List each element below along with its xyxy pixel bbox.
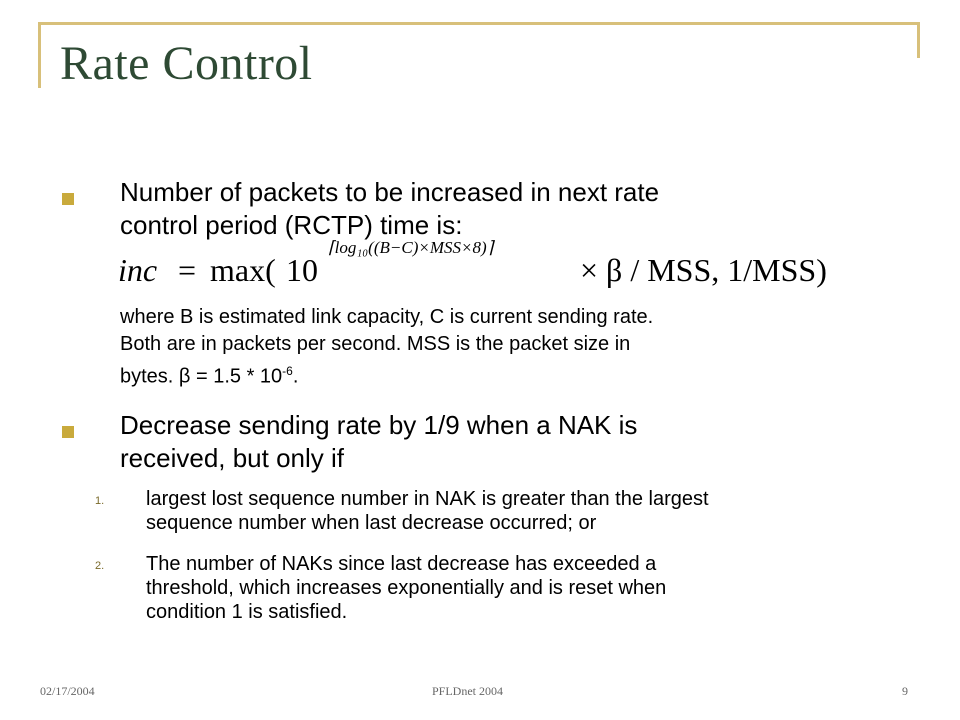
bullet-square-1 (62, 193, 74, 205)
item-1-line2: sequence number when last decrease occurred; or (146, 512, 597, 534)
desc-line1: where B is estimated link capacity, C is current sending rate. (120, 306, 654, 328)
footer-page-number: 9 (902, 684, 908, 698)
formula-exponent: ⌈log₁₀((B−C)×MSS×8)⌉ (328, 238, 494, 257)
item-number: 2. (95, 560, 105, 572)
formula-ten: 10 (286, 252, 318, 288)
bullet2-line2: received, but only if (120, 443, 345, 473)
formula-lhs: inc (118, 252, 158, 288)
item-2-line3: condition 1 is satisfied. (146, 601, 348, 623)
item-1-line1: largest lost sequence number in NAK is greater than the largest (146, 488, 709, 510)
desc-line3 (120, 358, 910, 391)
desc-line3-pre: bytes. β = 1.5 * 10 (120, 365, 283, 388)
footer-center: PFLDnet 2004 (432, 684, 504, 698)
bullet-square-2 (62, 426, 74, 438)
formula-max: max( (210, 252, 276, 288)
slide-title: Rate Control (60, 37, 313, 90)
frame-top-line (38, 22, 920, 25)
item-2-line1: The number of NAKs since last decrease has exceeded a (146, 553, 657, 575)
formula-eq: = (178, 252, 197, 288)
frame-left-line (38, 22, 41, 88)
desc-line2: Both are in packets per second. MSS is the packet size in (120, 333, 631, 355)
footer-date: 02/17/2004 (40, 684, 95, 698)
item-2-line2: threshold, which increases exponentially and is reset when (146, 577, 667, 599)
rate-formula (118, 238, 878, 296)
bullet1-line1: Number of packets to be increased in next rate (120, 177, 660, 207)
frame-right-line (917, 22, 920, 58)
bullet1-line2: control period (RCTP) time is: (120, 210, 463, 240)
formula-rest: × β / MSS, 1/MSS) (580, 252, 827, 288)
item-number: 1. (95, 495, 105, 507)
desc-line3-sup: -6 (282, 364, 293, 378)
desc-line3-post: . (292, 365, 299, 388)
bullet2-line1: Decrease sending rate by 1/9 when a NAK is (120, 410, 638, 440)
